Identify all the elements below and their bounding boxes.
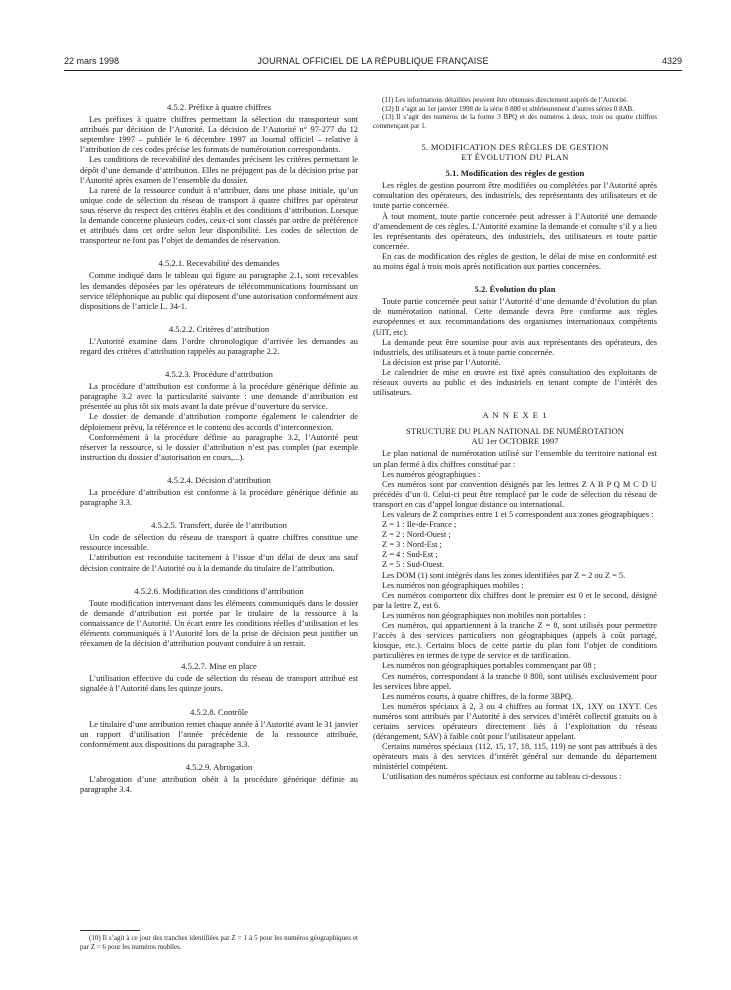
paragraph: Les numéros non géographiques non mobiles non portables : — [382, 610, 586, 620]
footnote-10: (10) Il s’agit à ce jour des tranches identifiées par Z = 1 à 5 pour les numéros géographiques et par Z = 6 pour les numéros mobiles. — [80, 934, 358, 951]
annexe-title-line1: STRUCTURE DU PLAN NATIONAL DE NUMÉROTATION — [406, 426, 624, 437]
heading-4-5-2-8: 4.5.2.8. Contrôle — [189, 706, 248, 717]
heading-4-5-2-1: 4.5.2.1. Recevabilité des demandes — [158, 258, 280, 269]
paragraph: Le titulaire d’une attribution remet chaque année à l’Autorité avant le 31 janvier un rapport d’utilisation l’année précédente de la ressource attribuée, conformément aux dispositions du paragraphe 3.3. — [80, 719, 358, 749]
right-footnotes — [373, 96, 657, 130]
paragraph: L’Autorité examine dans l’ordre chronologique d’arrivée les demandes au regard des critères d’attribution rappelés au paragraphe 2.2. — [80, 336, 358, 356]
paragraph: Un code de sélection du réseau de transport à quatre chiffres constitue une ressource incessible. — [80, 533, 358, 553]
paragraph: Certains numéros spéciaux (112, 15, 17, 18, 115, 119) ne sont pas attribués à des opérateurs mais à des services d’intérêt général sur demande du département ministériel compétent. — [373, 742, 657, 772]
heading-4-5-2-2: 4.5.2.2. Critères d’attribution — [168, 323, 270, 334]
zone-item: Z = 3 : Nord-Est ; — [382, 540, 442, 550]
paragraph: Les DOM (1) sont intégrés dans les zones identifiées par Z = 2 ou Z = 5. — [382, 570, 626, 580]
paragraph: Ces numéros sont par convention désignés par les lettres Z A B P Q M C D U précédés d’un 0. Celui-ci peut être remplacé par le code de sélection du réseau de transport en cas d’appel longue distance ou international. — [373, 479, 657, 509]
zone-item: Z = 5 : Sud-Ouest. — [382, 560, 445, 570]
paragraph: Les règles de gestion pourront être modifiées ou complétées par l’Autorité après consultation des opérateurs, des industriels, des représentants des utilisateurs et de toute partie concernée. — [373, 181, 657, 211]
paragraph: L’abrogation d’une attribution obéit à la procédure générique définie au paragraphe 3.4. — [80, 774, 358, 795]
annexe-title-line2: AU 1er OCTOBRE 1997 — [471, 436, 559, 447]
left-column — [80, 96, 358, 795]
right-column — [373, 96, 657, 783]
paragraph: Le plan national de numérotation utilisé sur l’ensemble du territoire national est un plan fermé à dix chiffres constitué par : — [373, 449, 657, 469]
paragraph: La procédure d’attribution est conforme à la procédure générique définie au paragraphe 3.2 avec la particularité suivante : une demande d’attribution est présentée au plus tôt six mois avant la date prévue d’ouverture du service. — [80, 382, 358, 412]
paragraph: Les numéros non géographiques mobiles : — [382, 580, 524, 590]
paragraph: Ces numéros, qui appartiennent à la tranche Z = 8, sont utilisés pour permettre l’accès à des services particuliers non géographiques (appels à coût partagé, kiosque, etc.). Certains blocs de cette partie du plan font l’objet de conditions particulières en termes de type de service et de tarification. — [373, 621, 657, 661]
footnote-rule — [80, 930, 140, 931]
heading-5-1: 5.1. Modification des règles de gestion — [445, 168, 585, 179]
paragraph: À tout moment, toute partie concernée peut adresser à l’Autorité une demande d’amendement de ces règles. L’Autorité examine la demande et consulte s’il y a lieu les représentants des opérateurs, des industriels, des utilisateurs et toute partie concernée. — [373, 211, 657, 251]
paragraph: L’attribution est reconduite tacitement à l’issue d’un délai de deux ans sauf décision contraire de l’Autorité ou à la demande du titulaire de l’attribution. — [80, 553, 358, 573]
heading-4-5-2-9: 4.5.2.9. Abrogation — [185, 761, 253, 772]
paragraph: La rareté de la ressource conduit à n’attribuer, dans une phase initiale, qu’un unique code de sélection du réseau de transport à quatre chiffres par opérateur sous réserve du respect des critères établis et des conditions d’attribution. Lorsque la demande concerne plusieurs codes, ceux-ci sont classés par ordre de préférence et attribués dans cet ordre selon leur disponibilité. Les codes de sélection de transporteur ne font pas l’objet de demandes de réservation. — [80, 185, 358, 246]
zone-item: Z = 2 : Nord-Ouest ; — [382, 530, 451, 540]
paragraph: La procédure d’attribution est conforme à la procédure générique définie au paragraphe 3.3. — [80, 488, 358, 508]
paragraph: Le calendrier de mise en œuvre est fixé après consultation des exploitants de réseaux ouverts au public et des industriels en tenant compte de l’intérêt des utilisateurs. — [373, 367, 657, 398]
paragraph: Les numéros non géographiques portables commençant par 08 ; — [382, 661, 596, 671]
left-footnotes — [80, 934, 358, 951]
paragraph: La décision est prise par l’Autorité. — [382, 357, 501, 367]
paragraph: Ces numéros, correspondant à la tranche 0 800, sont utilisés exclusivement pour les services libre appel. — [373, 671, 657, 691]
paragraph: Comme indiqué dans le tableau qui figure au paragraphe 2.1, sont recevables les demandes déposées par les opérateurs de télécommunications fournissant un service téléphonique au public qui disposent d’une autorisation conformément aux dispositions de l’article L. 34-1. — [80, 271, 358, 311]
header-date: 22 mars 1998 — [64, 56, 120, 66]
paragraph: En cas de modification des règles de gestion, le délai de mise en conformité est au moins égal à trois mois après notification aux parties concernées. — [373, 251, 657, 272]
paragraph: Les préfixes à quatre chiffres permettant la sélection du transporteur sont attribués par décision de l’Autorité. La décision de l’Autorité n° 97-277 du 12 septembre 1997 – publiée le 6 décembre 1997 au Journal officiel – relative à l’attribution de ces codes précise les formats de numérotation correspondants. — [80, 115, 358, 155]
heading-4-5-2-7: 4.5.2.7. Mise en place — [181, 661, 257, 672]
footnote-11: (11) Les informations détaillées peuvent être obtenues directement auprès de l’Autorité. — [382, 96, 629, 104]
footnote-13: (13) Il s’agit des numéros de la forme 3 BPQ et des numéros à deux, trois ou quatre chiffres commençant par 1. — [373, 113, 657, 130]
header-page-number: 4329 — [661, 56, 682, 66]
header-rule — [64, 70, 682, 71]
paragraph: L’utilisation effective du code de sélection du réseau de transport attribué est signalée à l’Autorité dans les quinze jours. — [80, 674, 358, 694]
annexe-heading: A N N E X E 1 — [482, 410, 548, 421]
zone-list — [373, 520, 657, 570]
zone-item: Z = 1 : Ile-de-France ; — [382, 520, 457, 530]
heading-4-5-2: 4.5.2. Préfixe à quatre chiffres — [166, 102, 272, 112]
paragraph: Le dossier de demande d’attribution comporte également le calendrier de déploiement prévu, la référence et le contenu des accords d’interconnexion. — [80, 412, 358, 432]
header-journal-title: JOURNAL OFFICIEL DE LA RÉPUBLIQUE FRANÇAISE — [257, 56, 489, 66]
paragraph: Toute partie concernée peut saisir l’Autorité d’une demande d’évolution du plan de numérotation national. Cette demande devra être conforme aux règles européennes et aux recommandations des organismes internationaux compétents (UIT, etc). — [373, 297, 657, 337]
paragraph: La demande peut être soumise pour avis aux représentants des opérateurs, des industriels, des utilisateurs et à toute partie concernée. — [373, 337, 657, 357]
paragraph: Les numéros spéciaux à 2, 3 ou 4 chiffres au format 1X, 1XY ou 1XYT. Ces numéros sont attribués par l’Autorité à des services d’intérêt collectif gratuits ou à certains services opérateurs directement liés à l’exploitation du réseau (dérangement, SAV) à faible coût pour l’utilisateur appelant. — [373, 701, 657, 742]
paragraph: Les numéros géographiques : — [382, 469, 481, 479]
paragraph: Les numéros courts, à quatre chiffres, de la forme 3BPQ. — [382, 691, 574, 701]
heading-4-5-2-5: 4.5.2.5. Transfert, durée de l’attribution — [151, 520, 287, 531]
heading-4-5-2-4: 4.5.2.4. Décision d’attribution — [167, 474, 271, 485]
paragraph: Toute modification intervenant dans les éléments communiqués dans le dossier de demande d’attribution est portée par le titulaire de la ressource à la connaissance de l’Autorité. Un écart entre les conditions réelles d’utilisation et les éléments communiqués à l’Autorité lors de la prise de décision peut justifier un réexamen de la décision d’attribution pouvant conduire à un retrait. — [80, 598, 358, 649]
footnote-12: (12) Il s’agit au 1er janvier 1998 de la série 0 800 et ultérieurement d’autres séries 0 8AB. — [382, 104, 634, 113]
paragraph: Les valeurs de Z comprises entre 1 et 5 correspondent aux zones géographiques : — [382, 510, 654, 519]
heading-4-5-2-6: 4.5.2.6. Modification des conditions d’attribution — [134, 585, 304, 596]
paragraph: Les conditions de recevabilité des demandes précisent les critères permettant le dépôt d’une demande d’attribution. Elles ne préjugent pas de la décision prise par l’Autorité après examen de l’ensemble du dossier. — [80, 155, 358, 185]
paragraph: Ces numéros comportent dix chiffres dont le premier est 0 et le second, désigné par la lettre Z, est 6. — [373, 590, 657, 610]
heading-5-line1: 5. MODIFICATION DES RÈGLES DE GESTION — [421, 142, 609, 152]
page-header — [64, 56, 682, 70]
paragraph: Conformément à la procédure définie au paragraphe 3.2, l’Autorité peut réserver la ressource, si le dossier d’attribution n’est pas complet (par exemple instruction du dossier d’autorisation en cours,...). — [80, 432, 358, 462]
heading-5-line2: ET ÉVOLUTION DU PLAN — [461, 152, 569, 163]
zone-item: Z = 4 : Sud-Est ; — [382, 550, 438, 560]
paragraph: L’utilisation des numéros spéciaux est conforme au tableau ci-dessous : — [382, 772, 622, 782]
heading-4-5-2-3: 4.5.2.3. Procédure d’attribution — [165, 369, 273, 380]
heading-5-2: 5.2. Évolution du plan — [474, 284, 556, 295]
